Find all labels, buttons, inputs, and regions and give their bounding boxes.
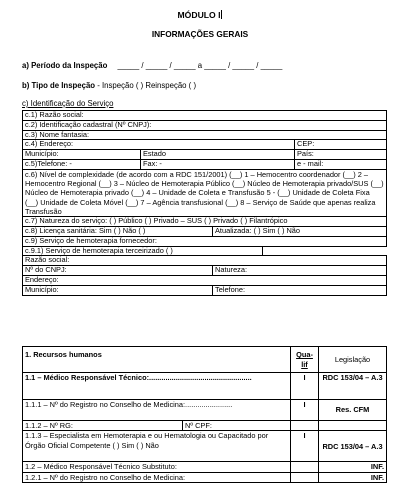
table-row	[23, 285, 387, 295]
especialista-qualif: I	[291, 431, 319, 462]
recursos-humanos-table	[22, 346, 387, 483]
module-title-text: MÓDULO I	[177, 10, 221, 20]
table-row	[23, 159, 387, 169]
estado-cell[interactable]: Estado	[141, 150, 295, 160]
cpf-cell[interactable]: Nº CPF:	[183, 421, 291, 431]
licenca-sanitaria-cell[interactable]: c.8) Licença sanitária: Sim ( ) Não ( )	[23, 227, 213, 237]
fornecedor-cell[interactable]: c.9) Serviço de hemoterapia fornecedor:	[23, 236, 387, 246]
terceirizado-cell[interactable]: c.9.1) Serviço de hemoterapia terceirizado ( )	[23, 246, 263, 256]
natureza-servico-cell[interactable]: c.7) Natureza do serviço: ( ) Público ( ) Privado – SUS ( ) Privado ( ) Filantrópico	[23, 217, 387, 227]
complexidade-cell[interactable]: c.6) Nível de complexidade (de acordo com a RDC 151/2001) (__) 1 – Hemocentro coordenador (__) 2 – Hemocentro Regional (__) 3 – Núcleo de Hemoterapia Público (__) Núcleo de Hemoterapia privado/SUS (__) Núcleo de Hemoterapia privado (__) 4 – Unidade de Coleta e Transfusão 5 - (__) Unidade de Coleta Fixa (__) Unidade de Coleta Móvel (__) 7 – Agência transfusional (__) 8 – Serviço de Saúde que apenas realiza Transfusão	[23, 169, 387, 216]
table-row	[23, 246, 387, 256]
terceirizado-blank-cell	[263, 246, 387, 256]
periodo-line	[22, 62, 282, 71]
table-row	[23, 120, 387, 130]
medico-rt-legislacao: RDC 153/04 – A.3	[319, 373, 387, 400]
rg-legislacao-blank	[319, 421, 387, 431]
email-cell[interactable]: e - mail:	[295, 159, 387, 169]
recursos-humanos-header: 1. Recursos humanos	[23, 347, 291, 373]
table-row	[23, 217, 387, 227]
table-row	[23, 227, 387, 237]
municipio-cell[interactable]: Município:	[23, 150, 141, 160]
identificacao-table	[22, 110, 387, 296]
identificacao-line	[22, 100, 113, 109]
qualif-header: Qua-lif	[291, 347, 319, 373]
cep-cell[interactable]: CEP:	[295, 140, 387, 150]
rg-cell[interactable]: 1.1.2 – Nº RG:	[23, 421, 183, 431]
table-row	[23, 130, 387, 140]
medico-substituto-qualif-blank	[291, 462, 319, 472]
table-row	[23, 266, 387, 276]
table-row	[23, 236, 387, 246]
medico-substituto-legislacao: INF.	[319, 462, 387, 472]
table-row	[23, 111, 387, 121]
licenca-atualizada-cell[interactable]: Atualizada: ( ) Sim ( ) Não	[213, 227, 387, 237]
telefone-cell[interactable]: c.5)Telefone: -	[23, 159, 141, 169]
terc-municipio-cell[interactable]: Município:	[23, 285, 213, 295]
especialista-cell[interactable]: 1.1.3 – Especialista em Hemoterapia e ou Hematologia ou Capacitado por Órgão Oficial Competente ( ) Sim ( ) Não	[23, 431, 291, 462]
terc-endereco-cell[interactable]: Endereço:	[23, 276, 387, 286]
table-row	[23, 462, 387, 472]
table-row	[23, 256, 387, 266]
tipo-options[interactable]: - Inspeção ( ) Reinspeção ( )	[95, 81, 197, 90]
pais-cell[interactable]: País:	[295, 150, 387, 160]
table-row	[23, 150, 387, 160]
terc-cnpj-cell[interactable]: Nº do CNPJ:	[23, 266, 213, 276]
especialista-legislacao: RDC 153/04 – A.3	[319, 431, 387, 462]
razao-social-cell[interactable]: c.1) Razão social:	[23, 111, 387, 121]
endereco-cell[interactable]: c.4) Endereço:	[23, 140, 295, 150]
medico-rt-qualif: I	[291, 373, 319, 400]
cnpj-cell[interactable]: c.2) Identificação cadastral (Nº CNPJ):	[23, 120, 387, 130]
legislacao-header: Legislação	[319, 347, 387, 373]
periodo-label: a) Período da Inspeção	[22, 61, 108, 70]
table-row	[23, 169, 387, 216]
table-row	[23, 472, 387, 482]
rg-qualif-blank	[291, 421, 319, 431]
medico-substituto-cell[interactable]: 1.2 – Médico Responsável Técnico Substituto:	[23, 462, 291, 472]
nome-fantasia-cell[interactable]: c.3) Nome fantasia:	[23, 130, 387, 140]
identificacao-label: c) Identificação do Serviço	[22, 99, 114, 108]
table-row	[23, 373, 387, 400]
tipo-line	[22, 82, 196, 91]
tipo-label: b) Tipo de Inspeção	[22, 81, 96, 90]
terc-razao-social-cell[interactable]: Razão social:	[23, 256, 387, 266]
table-row	[23, 431, 387, 462]
terc-telefone-cell[interactable]: Telefone:	[213, 285, 387, 295]
substituto-registro-legislacao: INF.	[319, 472, 387, 482]
registro-conselho-cell[interactable]: 1.1.1 – Nº do Registro no Conselho de Medicina:.......................	[23, 400, 291, 421]
module-title	[0, 10, 400, 21]
registro-conselho-qualif: I	[291, 400, 319, 421]
text-cursor	[221, 10, 222, 19]
periodo-dates[interactable]: _____ / _____ / _____ a _____ / _____ / _____	[117, 61, 283, 70]
substituto-registro-qualif-blank	[291, 472, 319, 482]
medico-rt-cell[interactable]: 1.1 – Médico Responsável Técnico:..................................................	[23, 373, 291, 400]
table-row	[23, 276, 387, 286]
table-row	[23, 421, 387, 431]
fax-cell[interactable]: Fax: -	[141, 159, 295, 169]
registro-conselho-legislacao: Res. CFM	[319, 400, 387, 421]
terc-natureza-cell[interactable]: Natureza:	[213, 266, 387, 276]
table-row	[23, 347, 387, 373]
table-row	[23, 400, 387, 421]
table-row	[23, 140, 387, 150]
substituto-registro-cell[interactable]: 1.2.1 – Nº do Registro no Conselho de Medicina:	[23, 472, 291, 482]
section-title: INFORMAÇÕES GERAIS	[151, 29, 249, 39]
